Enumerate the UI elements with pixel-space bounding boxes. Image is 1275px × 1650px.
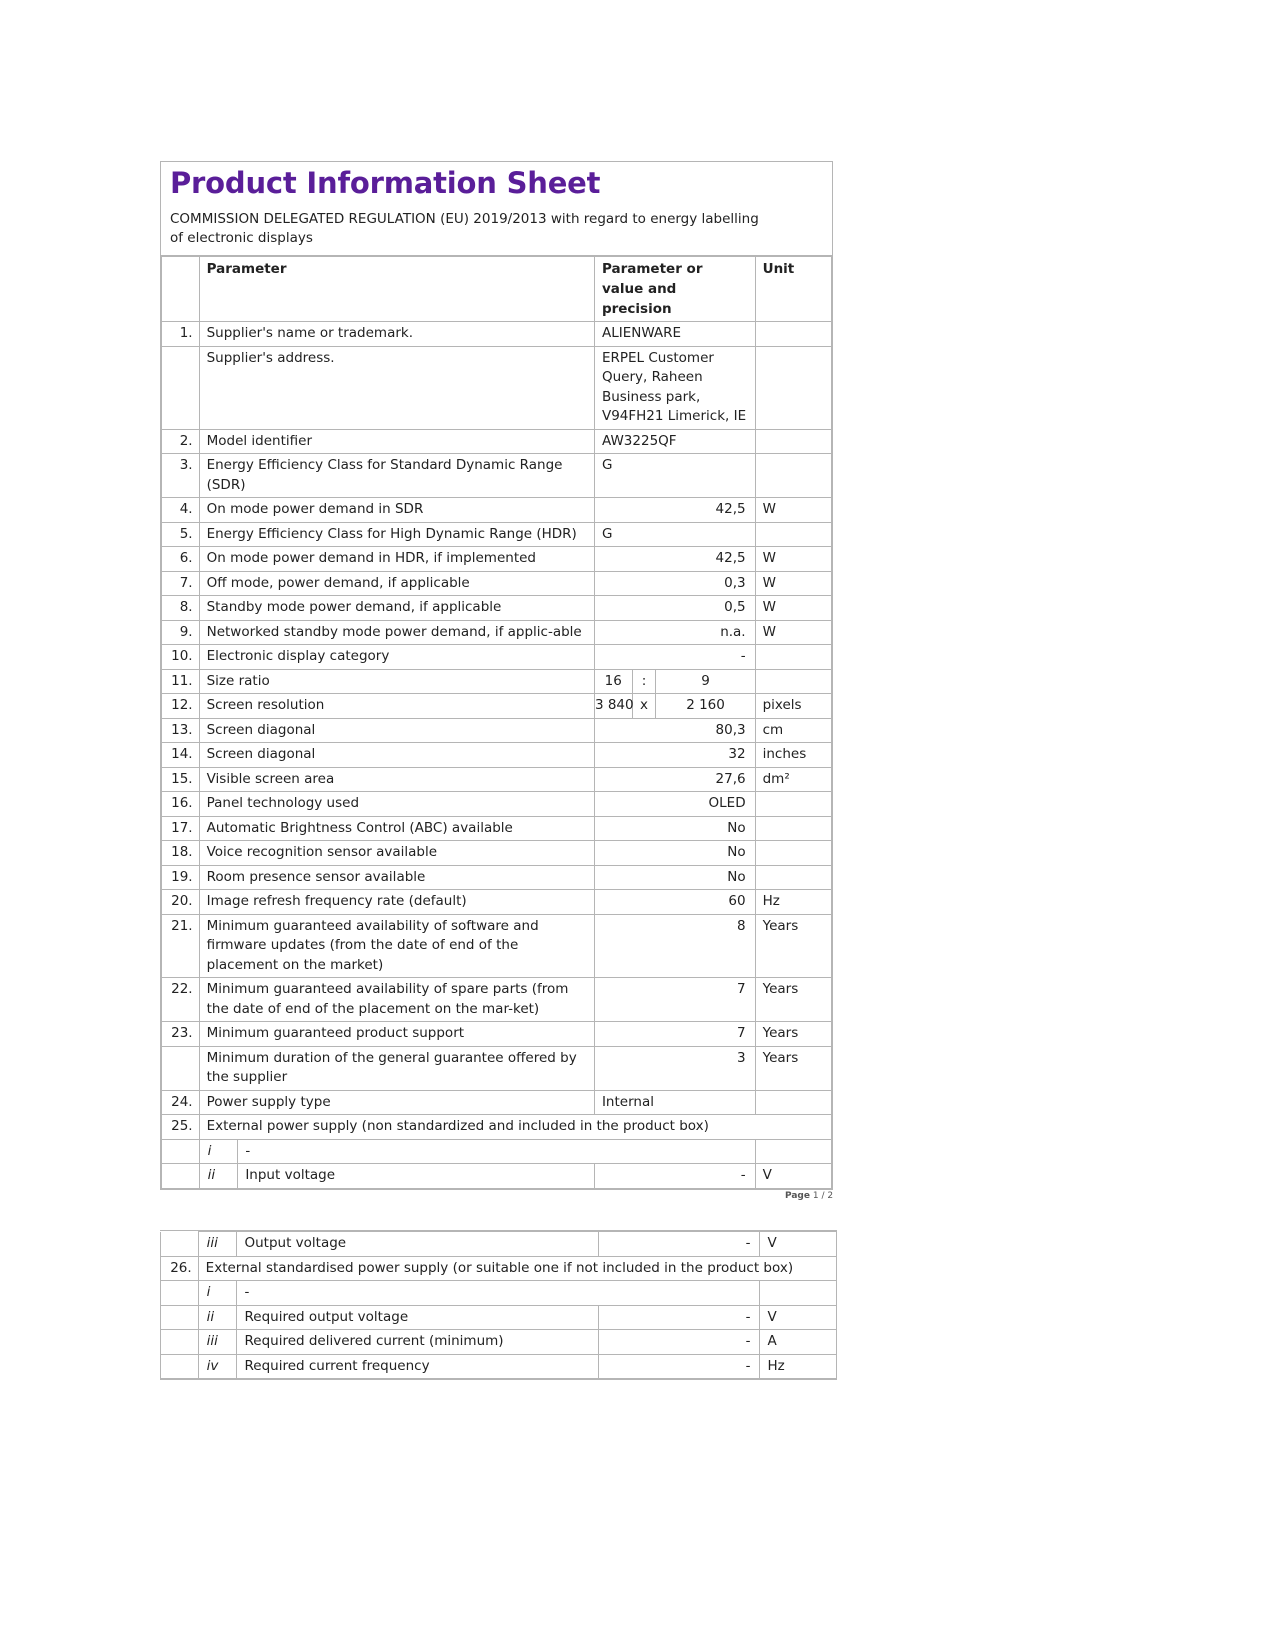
- table-row: [162, 816, 832, 841]
- row-label: Voice recognition sensor available: [199, 841, 594, 866]
- header-unit: Unit: [755, 257, 831, 322]
- row-unit: Years: [755, 978, 831, 1022]
- row-value: -: [594, 645, 755, 670]
- row-unit: [760, 1281, 837, 1306]
- ratio-height: 9: [656, 669, 755, 694]
- sub-number: iv: [198, 1354, 237, 1379]
- row-value: G: [594, 522, 755, 547]
- sub-number: i: [199, 1139, 238, 1164]
- row-label: Energy Efficiency Class for Standard Dynamic Range (SDR): [199, 454, 594, 498]
- row-number: 2.: [162, 429, 200, 454]
- resolution-height: 2 160: [656, 694, 755, 719]
- table-row: [162, 547, 832, 572]
- parameter-table: [161, 256, 832, 1189]
- row-unit: V: [755, 1164, 831, 1189]
- title-area: [161, 162, 832, 256]
- row-number: 7.: [162, 571, 200, 596]
- row-number: [162, 346, 200, 429]
- row-number: 21.: [162, 914, 200, 978]
- sub-label: Input voltage: [238, 1164, 595, 1189]
- row-number: 22.: [162, 978, 200, 1022]
- table-sub-row: [161, 1232, 837, 1257]
- section-label: External standardised power supply (or suitable one if not included in the product box): [198, 1256, 836, 1281]
- row-label: Size ratio: [199, 669, 594, 694]
- ratio-separator: :: [632, 669, 656, 694]
- row-unit: W: [755, 571, 831, 596]
- table-row: [162, 346, 832, 429]
- table-row: [162, 669, 832, 694]
- row-number: [162, 1046, 200, 1090]
- resolution-width: 3 840: [594, 694, 632, 719]
- row-value: ALIENWARE: [594, 322, 755, 347]
- table-sub-row: [162, 1139, 832, 1164]
- row-unit: W: [755, 620, 831, 645]
- table-row: [162, 890, 832, 915]
- row-value: AW3225QF: [594, 429, 755, 454]
- row-label: Standby mode power demand, if applicable: [199, 596, 594, 621]
- row-value: 27,6: [594, 767, 755, 792]
- row-value: OLED: [594, 792, 755, 817]
- row-unit: [755, 865, 831, 890]
- row-value: -: [599, 1330, 760, 1355]
- row-value: n.a.: [594, 620, 755, 645]
- row-label: Off mode, power demand, if applicable: [199, 571, 594, 596]
- table-row: [162, 743, 832, 768]
- row-value: 0,5: [594, 596, 755, 621]
- row-unit: Hz: [760, 1354, 837, 1379]
- row-number: 26.: [161, 1256, 199, 1281]
- row-number: 1.: [162, 322, 200, 347]
- table-row: [162, 522, 832, 547]
- row-number: 18.: [162, 841, 200, 866]
- table-sub-row: [161, 1330, 837, 1355]
- row-number: 5.: [162, 522, 200, 547]
- row-value: 42,5: [594, 498, 755, 523]
- table-row: [162, 914, 832, 978]
- table-row: [162, 1115, 832, 1140]
- row-unit: [755, 816, 831, 841]
- sub-number: i: [198, 1281, 237, 1306]
- table-sub-row: [161, 1354, 837, 1379]
- table-row: [162, 841, 832, 866]
- row-unit: [755, 454, 831, 498]
- row-unit: [755, 1090, 831, 1115]
- row-unit: Years: [755, 1046, 831, 1090]
- row-label: Model identifier: [199, 429, 594, 454]
- row-label: Automatic Brightness Control (ABC) available: [199, 816, 594, 841]
- page-word: Page: [785, 1191, 810, 1201]
- table-header-row: [162, 257, 832, 322]
- row-label: Panel technology used: [199, 792, 594, 817]
- row-number: 11.: [162, 669, 200, 694]
- row-value: 7: [594, 1022, 755, 1047]
- header-value: Parameter or value and precision: [594, 257, 755, 322]
- row-number: 13.: [162, 718, 200, 743]
- sub-label: -: [237, 1281, 760, 1306]
- section-label: External power supply (non standardized and included in the product box): [199, 1115, 831, 1140]
- row-unit: V: [760, 1305, 837, 1330]
- row-number: 4.: [162, 498, 200, 523]
- row-value: 7: [594, 978, 755, 1022]
- row-unit: pixels: [755, 694, 831, 719]
- row-unit: W: [755, 498, 831, 523]
- row-unit: W: [755, 596, 831, 621]
- row-number: 10.: [162, 645, 200, 670]
- row-unit: dm²: [755, 767, 831, 792]
- row-value: 32: [594, 743, 755, 768]
- row-number: 25.: [162, 1115, 200, 1140]
- row-unit: [755, 645, 831, 670]
- table-sub-row: [161, 1305, 837, 1330]
- row-value: 80,3: [594, 718, 755, 743]
- table-row: [162, 454, 832, 498]
- row-value: 60: [594, 890, 755, 915]
- row-label: Supplier's address.: [199, 346, 594, 429]
- product-information-sheet-continued: [160, 1230, 837, 1380]
- page-number: [785, 1191, 833, 1201]
- row-unit: Years: [755, 914, 831, 978]
- resolution-separator: x: [632, 694, 656, 719]
- table-row: [162, 978, 832, 1022]
- row-label: On mode power demand in HDR, if implemented: [199, 547, 594, 572]
- ratio-width: 16: [594, 669, 632, 694]
- table-row: [162, 1022, 832, 1047]
- row-unit: [755, 322, 831, 347]
- row-label: Screen diagonal: [199, 718, 594, 743]
- row-unit: inches: [755, 743, 831, 768]
- product-information-sheet: [160, 161, 833, 1190]
- table-row: [161, 1256, 837, 1281]
- row-unit: [755, 346, 831, 429]
- table-row: [162, 322, 832, 347]
- table-row: [162, 571, 832, 596]
- row-value: 0,3: [594, 571, 755, 596]
- row-number: 12.: [162, 694, 200, 719]
- sub-number: ii: [199, 1164, 238, 1189]
- sub-label: -: [238, 1139, 755, 1164]
- table-row: [162, 1090, 832, 1115]
- row-value: -: [599, 1354, 760, 1379]
- row-unit: A: [760, 1330, 837, 1355]
- row-label: On mode power demand in SDR: [199, 498, 594, 523]
- sub-label: Required output voltage: [237, 1305, 599, 1330]
- table-row: [162, 865, 832, 890]
- row-value: ERPEL Customer Query, Raheen Business park, V94FH21 Limerick, IE: [594, 346, 755, 429]
- row-unit: [755, 841, 831, 866]
- page-title: Product Information Sheet: [170, 166, 601, 200]
- row-value: No: [594, 841, 755, 866]
- row-label: Minimum guaranteed availability of spare parts (from the date of end of the placement on the mar-ket): [199, 978, 594, 1022]
- sub-number: ii: [198, 1305, 237, 1330]
- regulation-subtitle: COMMISSION DELEGATED REGULATION (EU) 2019/2013 with regard to energy labelling of electronic displays: [170, 211, 759, 246]
- sub-label: Required current frequency: [237, 1354, 599, 1379]
- parameter-table-continued: [160, 1231, 837, 1379]
- row-value: G: [594, 454, 755, 498]
- row-label: Power supply type: [199, 1090, 594, 1115]
- table-row: [162, 718, 832, 743]
- row-unit: [755, 522, 831, 547]
- row-number: 14.: [162, 743, 200, 768]
- table-sub-row: [161, 1281, 837, 1306]
- row-value: No: [594, 865, 755, 890]
- row-label: Image refresh frequency rate (default): [199, 890, 594, 915]
- row-number: 6.: [162, 547, 200, 572]
- row-unit: [755, 669, 831, 694]
- row-unit: W: [755, 547, 831, 572]
- row-unit: cm: [755, 718, 831, 743]
- row-value: No: [594, 816, 755, 841]
- row-unit: Years: [755, 1022, 831, 1047]
- row-unit: [755, 1139, 831, 1164]
- page-count: 1 / 2: [812, 1191, 834, 1201]
- row-number: 19.: [162, 865, 200, 890]
- row-unit: [755, 792, 831, 817]
- table-row: [162, 498, 832, 523]
- row-number: 17.: [162, 816, 200, 841]
- row-label: Screen resolution: [199, 694, 594, 719]
- row-label: Energy Efficiency Class for High Dynamic Range (HDR): [199, 522, 594, 547]
- sub-number: iii: [198, 1330, 237, 1355]
- row-label: Minimum guaranteed product support: [199, 1022, 594, 1047]
- row-value: -: [594, 1164, 755, 1189]
- table-row: [162, 1046, 832, 1090]
- row-label: Minimum duration of the general guarantee offered by the supplier: [199, 1046, 594, 1090]
- table-row: [162, 694, 832, 719]
- row-label: Screen diagonal: [199, 743, 594, 768]
- row-label: Room presence sensor available: [199, 865, 594, 890]
- row-value: 42,5: [594, 547, 755, 572]
- row-label: Electronic display category: [199, 645, 594, 670]
- table-row: [162, 429, 832, 454]
- row-value: 3: [594, 1046, 755, 1090]
- table-row: [162, 645, 832, 670]
- row-unit: V: [760, 1232, 837, 1257]
- row-value: -: [599, 1232, 760, 1257]
- table-sub-row: [162, 1164, 832, 1189]
- row-value: 8: [594, 914, 755, 978]
- sub-number: iii: [198, 1232, 237, 1257]
- row-label: Networked standby mode power demand, if applic-able: [199, 620, 594, 645]
- row-label: Visible screen area: [199, 767, 594, 792]
- row-label: Supplier's name or trademark.: [199, 322, 594, 347]
- row-value: -: [599, 1305, 760, 1330]
- row-number: 20.: [162, 890, 200, 915]
- sub-label: Output voltage: [237, 1232, 599, 1257]
- row-unit: [755, 429, 831, 454]
- row-number: 24.: [162, 1090, 200, 1115]
- sub-label: Required delivered current (minimum): [237, 1330, 599, 1355]
- row-number: 15.: [162, 767, 200, 792]
- row-number: 16.: [162, 792, 200, 817]
- header-parameter: Parameter: [199, 257, 594, 322]
- table-row: [162, 792, 832, 817]
- row-label: Minimum guaranteed availability of software and firmware updates (from the date of end of the placement on the market): [199, 914, 594, 978]
- row-value: Internal: [594, 1090, 755, 1115]
- row-unit: Hz: [755, 890, 831, 915]
- table-row: [162, 620, 832, 645]
- row-number: 3.: [162, 454, 200, 498]
- table-row: [162, 596, 832, 621]
- row-number: 23.: [162, 1022, 200, 1047]
- row-number: 9.: [162, 620, 200, 645]
- row-number: 8.: [162, 596, 200, 621]
- table-row: [162, 767, 832, 792]
